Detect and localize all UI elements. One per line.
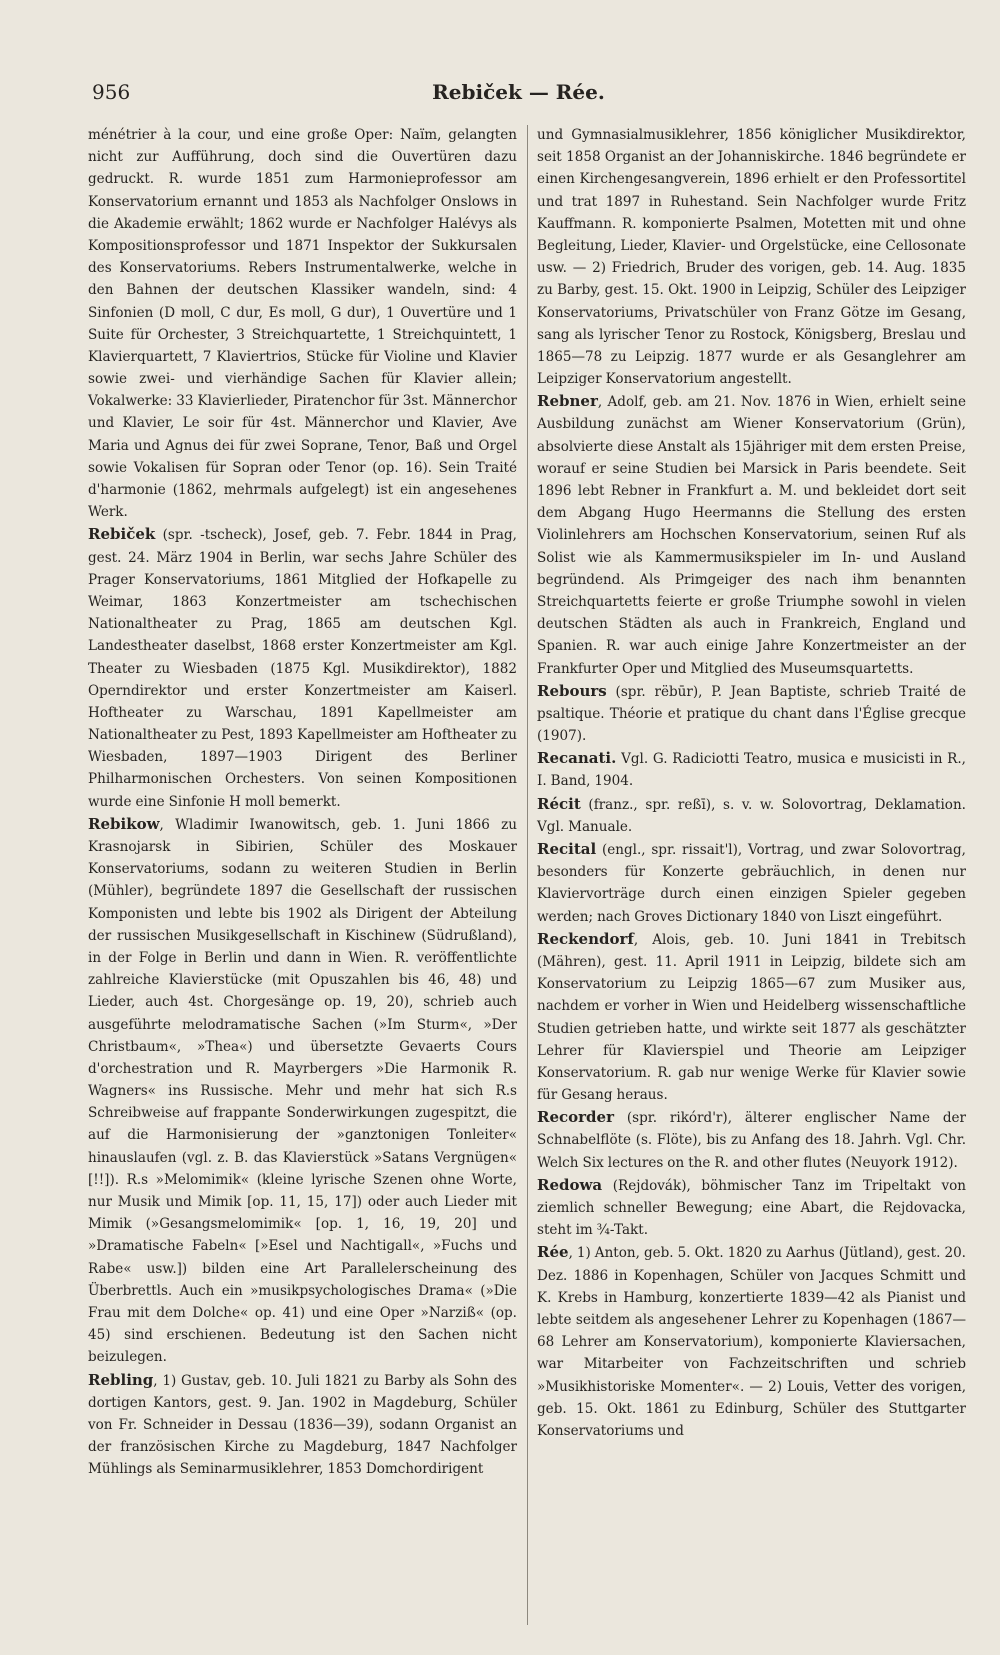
entry-rebling [88, 1369, 517, 1481]
entry-headword: Rebner [537, 392, 598, 411]
entry-recanati [537, 747, 966, 792]
entry-redowa [537, 1174, 966, 1242]
running-title: Rebiček — Rée. [432, 80, 605, 104]
entry-rebicek [88, 523, 517, 812]
entry [88, 123, 517, 523]
entry-text: (spr. -tscheck), Josef, geb. 7. Febr. 1844 in Prag, gest. 24. März 1904 in Berlin, war sechs Jahre Schüler des Prager Konservatoriums, 1861 Mitglied der Hofkapelle zu Weimar, 1863 Konzertmeister am tschechischen Nationaltheater zu Prag, 1865 am deutschen Kgl. Landestheater daselbst, 1868 erster Konzertmeister am Kgl. Theater zu Wiesbaden (1875 Kgl. Musikdirektor), 1882 Operndirektor und erster Konzertmeister am Kaiserl. Hoftheater zu Warschau, 1891 Kapellmeister am Nationaltheater zu Pest, 1893 Kapellmeister am Hoftheater zu Wiesbaden, 1897—1903 Dirigent des Berliner Philharmonischen Orchesters. Von seinen Kompositionen wurde eine Sinfonie H moll bemerkt. [88, 527, 517, 810]
entry-text: , Adolf, geb. am 21. Nov. 1876 in Wien, erhielt seine Ausbildung zunächst am Wiener Konservatorium (Grün), absolvierte diese Anstalt als 15jähriger mit dem ersten Preise, worauf er seine Studien bei Marsick in Paris beendete. Seit 1896 lebt Rebner in Frankfurt a. M. und bekleidet dort seit dem Abgang Hugo Heermanns die Stellung des ersten Violinlehrers am Hochschen Konservatorium, seinen Ruf als Solist wie als Kammermusikspieler im In- und Ausland begründend. Als Primgeiger des nach ihm benannten Streichquartetts feierte er große Triumphe sowohl in vielen deutschen Städten als auch in Frankreich, England und Spanien. R. war auch einige Jahre Konzertmeister an der Frankfurter Oper und Mitglied des Museumsquartetts. [537, 394, 966, 677]
page-header [92, 76, 945, 108]
entry-rebikow [88, 813, 517, 1369]
column-divider [527, 125, 528, 1625]
entry-headword: Redowa [537, 1175, 603, 1194]
entry-headword: Rebling [88, 1370, 154, 1389]
entry-text: und Gymnasialmusiklehrer, 1856 königlicher Musikdirektor, seit 1858 Organist an der Johanniskirche. 1846 begründete er einen Kirchengesangverein, 1896 erhielt er den Professortitel und trat 1897 in Ruhestand. Sein Nachfolger wurde Fritz Kauffmann. R. komponierte Psalmen, Motetten mit und ohne Begleitung, Lieder, Klavier- und Orgelstücke, eine Cellosonate usw. — 2) Friedrich, Bruder des vorigen, geb. 14. Aug. 1835 zu Barby, gest. 15. Okt. 1900 in Leipzig, Schüler des Leipziger Konservatoriums, Privatschüler von Franz Götze im Gesang, sang als lyrischer Tenor zu Rostock, Königsberg, Breslau und 1865—78 zu Leipzig. 1877 wurde er als Gesanglehrer am Leipziger Konservatorium angestellt. [537, 127, 966, 388]
entry-text: (spr. rikórd'r), älterer englischer Name der Schnabelflöte (s. Flöte), bis zu Anfang des 18. Jahrh. Vgl. Chr. Welch Six lectures on the R. and other flutes (Neuyork 1912). [537, 1110, 966, 1171]
left-column [88, 123, 517, 1480]
entry-headword: Rebikow [88, 814, 160, 833]
entry-headword: Rebiček [88, 525, 156, 544]
entry-text: (spr. rëbūr), P. Jean Baptiste, schrieb Traité de psaltique. Théorie et pratique du chant dans l'Église grecque (1907). [537, 683, 966, 745]
entry-text: (franz., spr. reßī), s. v. w. Solovortrag, Deklamation. Vgl. Manuale. [537, 796, 966, 835]
entry-recorder [537, 1106, 966, 1174]
entry-headword: Recital [537, 840, 597, 858]
entry-text: , 1) Gustav, geb. 10. Juli 1821 zu Barby als Sohn des dortigen Kantors, gest. 9. Jan. 1902 in Magdeburg, Schüler von Fr. Schneider in Dessau (1836—39), sodann Organist an der französischen Kirche zu Magdeburg, 1847 Nachfolger Mühlings als Seminarmusiklehrer, 1853 Domchordirigent [88, 1372, 517, 1478]
entry-text: (engl., spr. rissait'l), Vortrag, und zwar Solovortrag, besonders für Konzerte gebräuchlich, in denen nur Klaviervorträge durch einen einzigen Spieler gegeben werden; nach Groves Dictionary 1840 von Liszt eingeführt. [537, 842, 966, 925]
entry-text: Vgl. G. Radiciotti Teatro, musica e musicisti in R., I. Band, 1904. [537, 751, 966, 790]
entry-headword: Rebours [537, 681, 607, 700]
page-number: 956 [92, 80, 131, 104]
entry-text: , 1) Anton, geb. 5. Okt. 1820 zu Aarhus (Jütland), gest. 20. Dez. 1886 in Kopenhagen, Schüler von Jacques Schmitt und K. Krebs in Hamburg, konzertierte 1839—42 als Pianist und lebte seitdem als angesehener Lehrer zu Kopenhagen (1867—68 Lehrer am Konservatorium), komponierte Klaviersachen, war Mitarbeiter von Fachzeitschriften und schrieb »Musikhistoriske Momenter«. — 2) Louis, Vetter des vorigen, geb. 15. Okt. 1861 zu Edinburg, Schüler des Stuttgarter Konservatoriums und [537, 1245, 966, 1439]
entry-text: , Alois, geb. 10. Juni 1841 in Trebitsch (Mähren), gest. 11. April 1911 in Leipzig, bildete sich am Konservatorium zu Leipzig 1865—67 zum Musiker aus, nachdem er vorher in Wien und Heidelberg wissenschaftliche Studien getrieben hatte, und wirkte seit 1877 als geschätzter Lehrer für Klavierspiel und Theorie am Leipziger Konservatorium. R. gab nur wenige Werke für Klavier sowie für Gesang heraus. [537, 931, 966, 1104]
entry-rebours [537, 680, 966, 748]
entry-headword: Rée [537, 1243, 569, 1262]
entry-recital [537, 838, 966, 928]
entry-recit [537, 793, 966, 838]
entry-text: , Wladimir Iwanowitsch, geb. 1. Juni 1866 zu Krasnojarsk in Sibirien, Schüler des Moskauer Konservatoriums, sodann zu weiteren Studien in Berlin (Mühler), begründete 1897 die Gesellschaft der russischen Komponisten und lebte bis 1902 als Dirigent der Abteilung der russischen Musikgesellschaft in Kischinew (Südrußland), in der Folge in Berlin und dann in Wien. R. veröffentlichte zahlreiche Klavierstücke (mit Opuszahlen bis 46, 48) und Lieder, auch 4st. Chorgesänge op. 19, 20), schrieb auch ausgeführte melodramatische Sachen (»Im Sturm«, »Der Christbaum«, »Thea«) und übersetzte Gevaerts Cours d'orchestration und R. Mayrbergers »Die Harmonik R. Wagners« ins Russische. Mehr und mehr hat sich R.s Schreibweise auf frappante Sonderwirkungen zugespitzt, die auf die Harmonisierung der »ganztonigen Tonleiter« hinauslaufen (vgl. z. B. das Klavierstück »Satans Vergnügen« [!!]). R.s »Melomimik« (kleine lyrische Szenen ohne Worte, nur Musik und Mimik [op. 11, 15, 17]) oder auch Lieder mit Mimik (»Gesangsmelomimik« [op. 1, 16, 19, 20] und »Dramatische Fabeln« [»Esel und Nachtigall«, »Fuchs und Rabe« usw.]) bilden eine Art Parallelerscheinung des Überbrettls. Auch ein »musikpsychologisches Drama« (»Die Frau mit dem Dolche« op. 41) und eine Oper »Narziß« (op. 45) sind erschienen. Bedeutung ist den Sachen nicht beizulegen. [88, 816, 517, 1366]
entry-headword: Reckendorf [537, 929, 634, 948]
entry [537, 123, 966, 390]
entry-text: ménétrier à la cour, und eine große Oper: Naïm, gelangten nicht zur Aufführung, doch sind die Ouvertüren dazu gedruckt. R. wurde 1851 zum Harmonieprofessor am Konservatorium ernannt und 1853 als Nachfolger Onslows in die Akademie erwählt; 1862 wurde er Nachfolger Halévys als Kompositionsprofessor und 1871 Inspektor der Sukkursalen des Konservatoriums. Rebers Instrumentalwerke, welche in den Bahnen der deutschen Klassiker wandeln, sind: 4 Sinfonien (D moll, C dur, Es moll, G dur), 1 Ouvertüre und 1 Suite für Orchester, 3 Streichquartette, 1 Streichquintett, 1 Klavierquartett, 7 Klaviertrios, Stücke für Violine und Klavier sowie zwei- und vierhändige Sachen für Klavier allein; Vokalwerke: 33 Klavierlieder, Piratenchor für 3st. Männerchor und Klavier, Le soir für 4st. Männerchor und Klavier, Ave Maria und Agnus dei für zwei Soprane, Tenor, Baß und Orgel sowie Vokalisen für Sopran oder Tenor (op. 16). Sein Traité d'harmonie (1862, mehrmals aufgelegt) ist ein angesehenes Werk. [88, 127, 517, 521]
entry-reckendorf [537, 928, 966, 1107]
entry-ree [537, 1241, 966, 1442]
entry-headword: Recanati. [537, 749, 617, 768]
right-column [537, 123, 966, 1442]
entry-headword: Recorder [537, 1108, 614, 1127]
entry-headword: Récit [537, 794, 581, 813]
entry-rebner [537, 390, 966, 679]
entry-text: (Rejdovák), böhmischer Tanz im Tripeltakt von ziemlich schneller Bewegung; eine Abart, die Rejdovacka, steht im ¾-Takt. [537, 1177, 966, 1239]
